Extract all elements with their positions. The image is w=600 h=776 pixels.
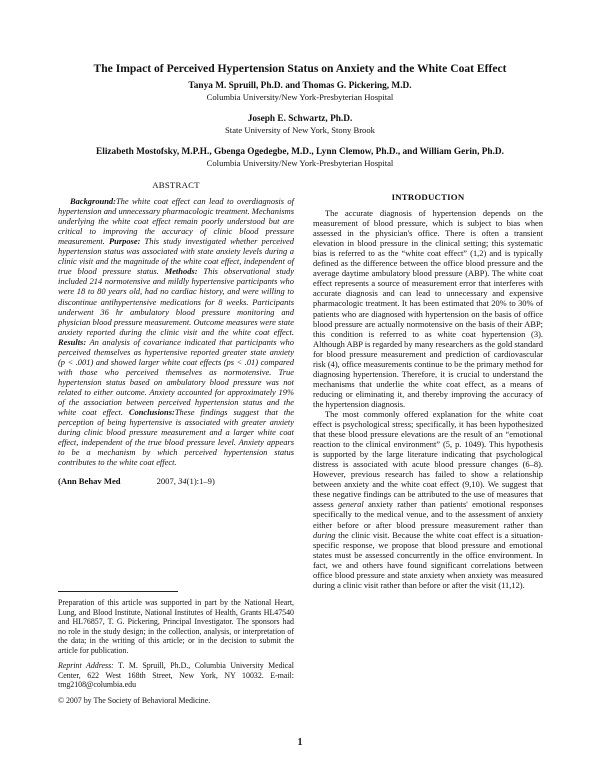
left-column (58, 180, 294, 486)
introduction-heading: INTRODUCTION (391, 192, 465, 202)
author-affiliation-3: Columbia University/New York-Presbyterian Hospital (206, 158, 394, 168)
reprint-note (58, 661, 294, 690)
author-names-3: Elizabeth Mostofsky, M.P.H., Gbenga Ogedegbe, M.D., Lynn Clemow, Ph.D., and William Gerin, Ph.D. (96, 147, 504, 157)
intro-p2-text-c: the clinic visit. Because the white coat effect is a situation-specific response, we propose that blood pressure and emotional states must be assessed concurrently in the office environment. In fact, we and others have found significant correlations between office blood pressure and state anxiety when anxiety was measured during a clinic visit rather than before or after the visit (11,12). (313, 529, 544, 590)
abstract-background: The white coat effect can lead to overdiagnosis of hypertension and unnecessary pharmacologic treatment. Mechanisms underlying the white coat effect remain poorly understood but are critical to improving the accuracy of clinic blood pressure measurement. (58, 196, 294, 247)
abstract-results: An analysis of covariance indicated that participants who perceived themselves as hypertensive reported greater state anxiety (p < .001) and showed larger white coat effects (ps < .01) compared with those who perceived themselves as normotensive. True hypertension status based on ambulatory blood pressure was not related to either outcome. Anxiety accounted for approximately 19% of the association between perceived hypertension status and the white coat effect. (58, 336, 294, 418)
author-names-1: Tanya M. Spruill, Ph.D. and Thomas G. Pickering, M.D. (188, 81, 412, 91)
purpose-label: Purpose: (108, 236, 141, 247)
author-affiliation-2: State University of New York, Stony Brook (225, 125, 375, 135)
article-title: The Impact of Perceived Hypertension Status on Anxiety and the White Coat Effect (93, 62, 507, 75)
background-label: Background: (70, 196, 116, 207)
funding-note: Preparation of this article was supported in part by the National Heart, Lung, and Blood Institute, National Institutes of Health, Grants HL47540 and HL76857, T. G. Pickering, Principal Investigator. The sponsors had no role in the study design; in the collection, analysis, or interpretation of the data; in the writing of this article; or in the decision to submit the article for publication. (58, 598, 294, 655)
footnotes (58, 598, 294, 711)
abstract-methods: This observational study included 214 normotensive and mildly hypertensive participants who were 18 to 80 years old, had no cardiac history, and were willing to discontinue antihypertensive medications for 8 weeks. Participants underwent 36 hr ambulatory blood pressure monitoring and physician blood pressure measurement. Outcome measures were state anxiety reported during the clinic visit and the white coat effect. (58, 266, 294, 337)
intro-paragraph-2 (313, 409, 543, 590)
page-number: 1 (297, 737, 303, 748)
reprint-label: Reprint Address: (58, 661, 114, 671)
citation-volume: 34 (178, 476, 187, 487)
intro-paragraph-1: The accurate diagnosis of hypertension depends on the measurement of blood pressure, which is subject to bias when assessed in the physician's office. There is often a transient elevation in blood pressure in the clinical setting; this systematic bias is referred to as the “white coat effect” (1,2) and is typically defined as the difference between the office blood pressure and the average daytime ambulatory blood pressure (ABP). The white coat effect represents a source of measurement error that interferes with accurate diagnosis and can lead to unnecessary and expensive pharmacologic treatment. It has been estimated that 20% to 30% of patients who are diagnosed with hypertension on the basis of office blood pressure are actually normotensive on the basis of their ABP; this condition is referred to as white coat hypertension (3). Although ABP is regarded by many researchers as the gold standard for blood pressure measurement and prediction of cardiovascular risk (4), office measurements continue to be the primary method for diagnosing hypertension. Therefore, it is crucial to understand the mechanisms that underlie the white coat effect, as a means of reducing or eliminating it, and thereby improving the accuracy of the hypertension diagnosis. (313, 208, 543, 409)
conclusions-label: Conclusions: (128, 407, 175, 418)
intro-p2-emphasis-general: general (337, 499, 364, 510)
author-affiliation-1: Columbia University/New York-Presbyterian Hospital (206, 92, 394, 102)
abstract-conclusions: These findings suggest that the perception of being hypertensive is associated with greater anxiety during clinic blood pressure measurement and a larger white coat effect, independent of the true blood pressure level. Anxiety appears to be a mechanism by which perceived hypertension status contributes to the white coat effect. (58, 407, 294, 468)
intro-p2-text-a: The most commonly offered explanation for the white coat effect is psychological stress; specifically, it has been hypothesized that these blood pressure elevations are the result of an “emotional reaction to the clinical environment” (5, p. 1049). This hypothesis is supported by the large literature indicating that psychological distress is associated with acute blood pressure changes (6–8). However, previous research has failed to show a relationship between anxiety and the white coat effect (9,10). We suggest that these negative findings can be attributed to the use of measures that assess (313, 408, 543, 510)
citation-journal: (Ann Behav Med (58, 476, 121, 487)
journal-citation (58, 476, 294, 486)
intro-p2-text-b: anxiety rather than patients' emotional responses specifically to the medical venue, and to the assessment of anxiety either before or after blood pressure measurement rather than (313, 499, 544, 530)
right-column (313, 192, 543, 590)
methods-label: Methods: (164, 266, 198, 277)
article-header (40, 62, 560, 179)
footnote-divider (58, 591, 178, 592)
author-names-2: Joseph E. Schwartz, Ph.D. (247, 114, 353, 124)
abstract-text (58, 196, 294, 467)
citation-issue-pages: (1):1–9) (186, 476, 215, 487)
results-label: Results: (58, 336, 87, 347)
copyright-note: © 2007 by The Society of Behavioral Medicine. (58, 695, 211, 705)
reprint-address: T. M. Spruill, Ph.D., Columbia University Medical Center, 622 West 168th Street, New York, NY 10032. E-mail: tmg2108@columbia.edu (58, 661, 294, 690)
abstract-heading: ABSTRACT (152, 180, 200, 190)
citation-year: 2007, (156, 476, 176, 487)
intro-p2-emphasis-during: during (313, 529, 336, 540)
abstract-purpose: This study investigated whether perceived hypertension status was associated with state anxiety levels during a clinic visit and the magnitude of the white coat effect, independent of true blood pressure status. (58, 236, 295, 277)
